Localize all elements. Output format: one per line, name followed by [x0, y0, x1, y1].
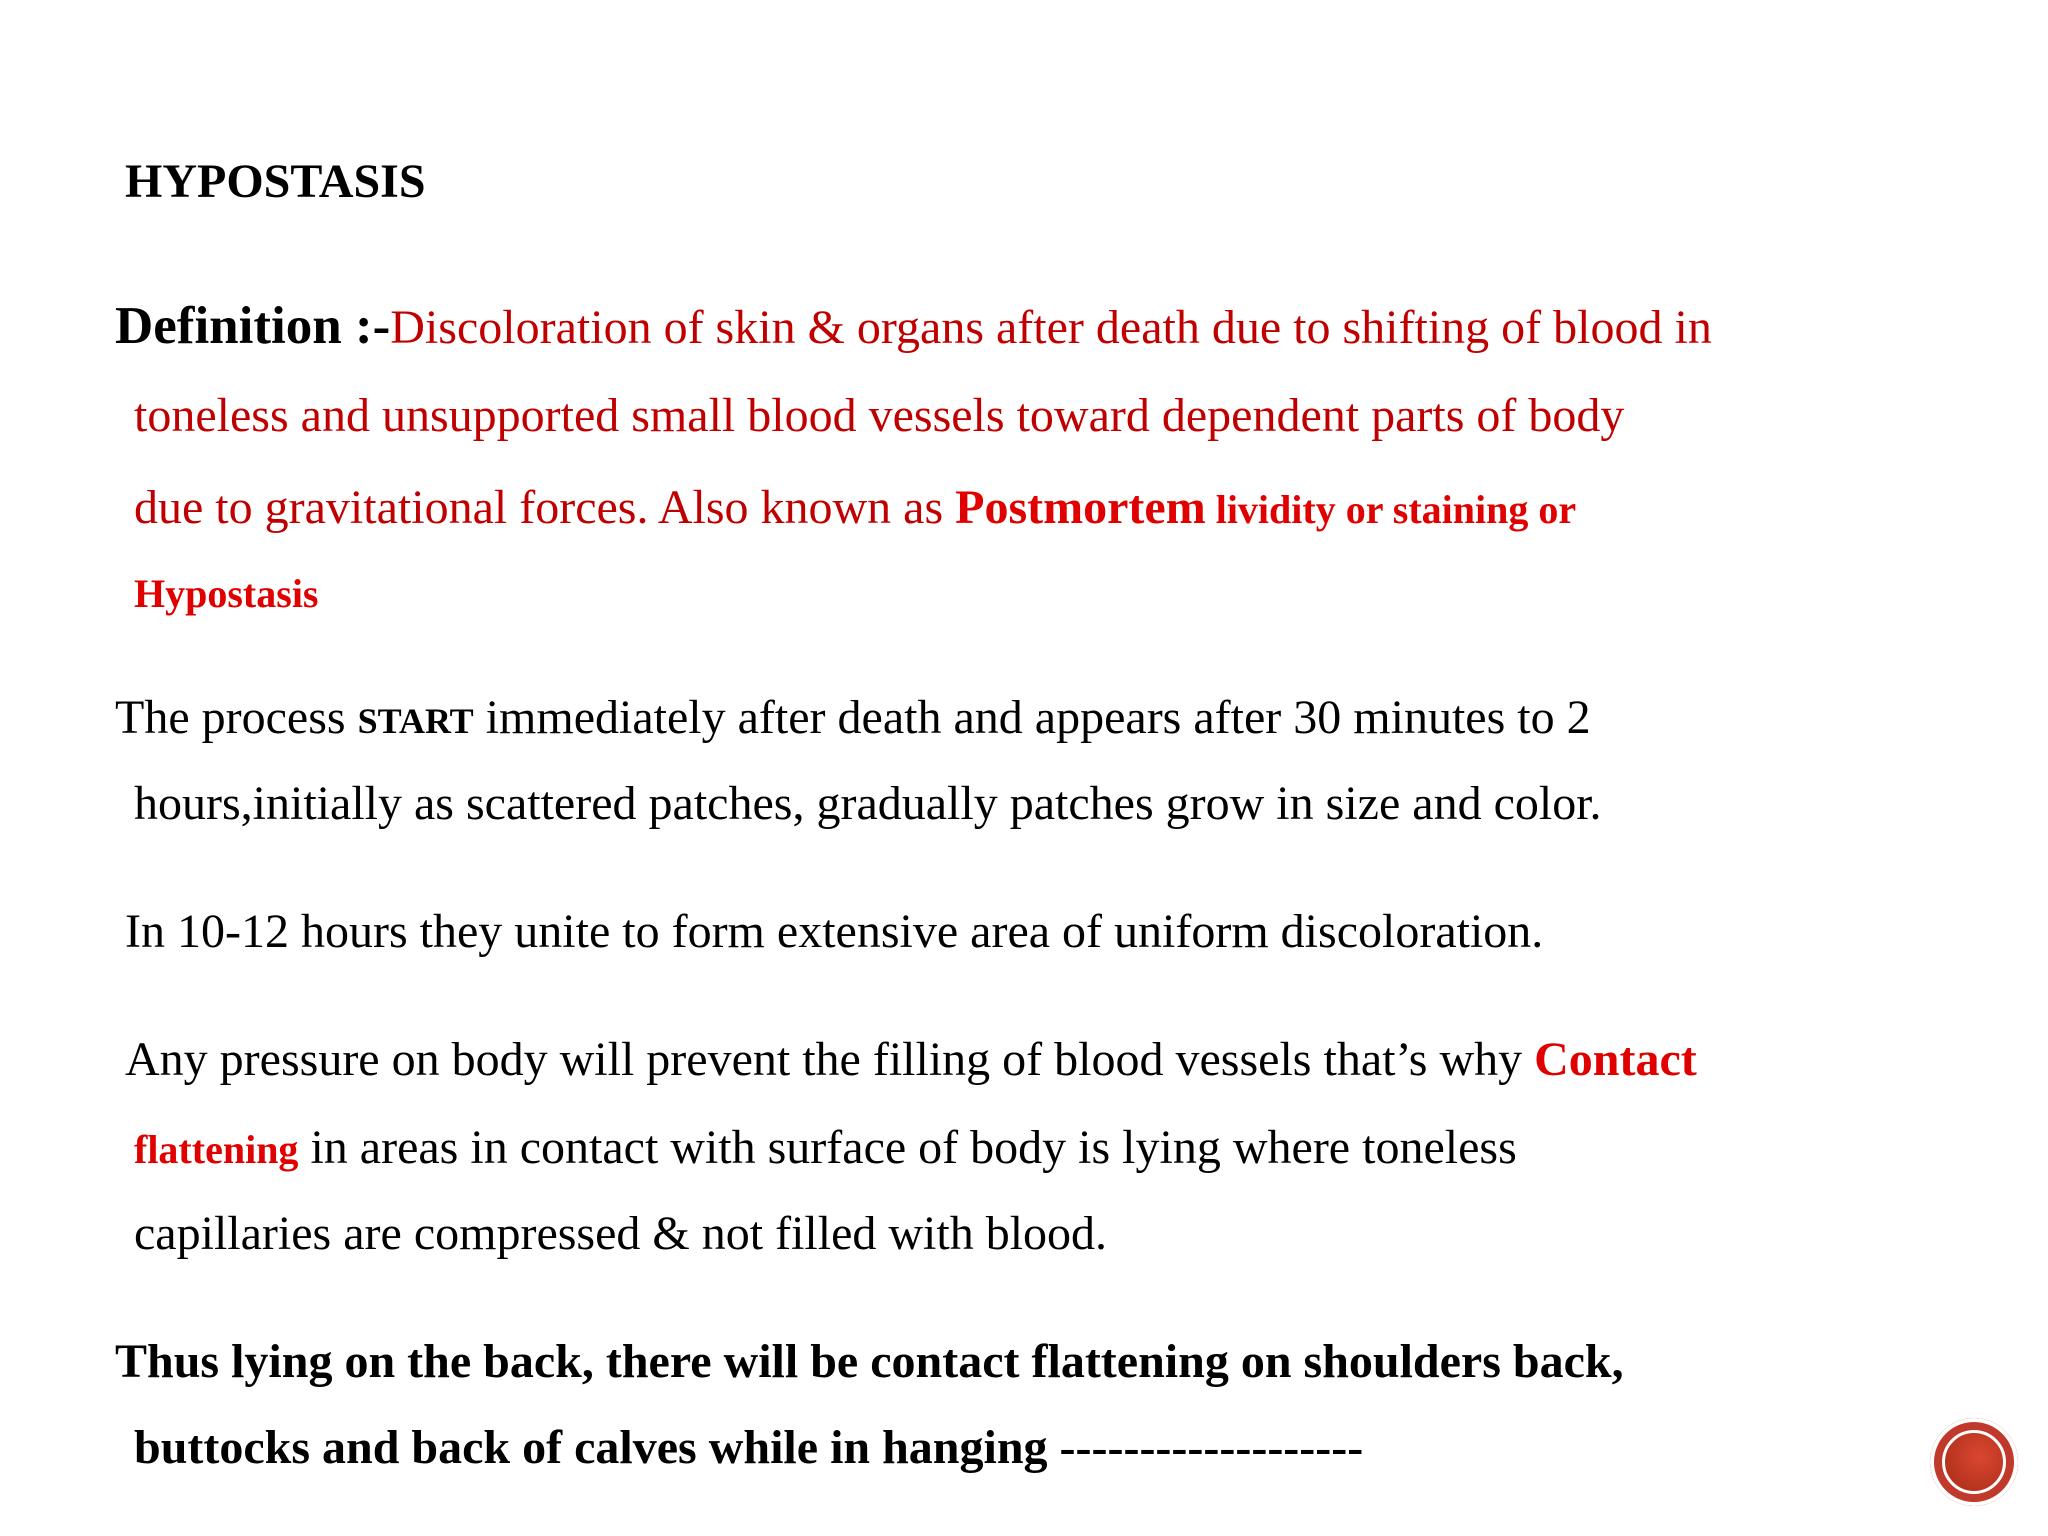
process-line-1 [115, 688, 1591, 751]
pressure-text-2: in areas in contact with surface of body is lying where toneless [298, 1121, 1517, 1174]
definition-text-3: due to gravitational forces. Also known as [134, 481, 956, 534]
postmortem-term: Postmortem [955, 481, 1206, 534]
hypostasis-term: Hypostasis [134, 571, 319, 616]
definition-line-3 [134, 478, 1576, 540]
contact-term: Contact [1534, 1033, 1697, 1086]
pressure-line-1 [125, 1030, 1697, 1090]
flattening-term: flattening [134, 1127, 299, 1172]
circle-next-icon[interactable] [1930, 1418, 2018, 1506]
slide-title: HYPOSTASIS [125, 155, 426, 208]
process-text-2: immediately after death and appears after 30 minutes to 2 [473, 691, 1591, 744]
pressure-line-2 [134, 1118, 1517, 1180]
process-line-2: hours,initially as scattered patches, gradually patches grow in size and color. [134, 777, 1602, 830]
definition-label: Definition :- [115, 297, 391, 355]
definition-line-2: toneless and unsupported small blood vessels toward dependent parts of body [134, 389, 1625, 442]
conclusion-line-2: buttocks and back of calves while in hanging ------------------- [134, 1421, 1364, 1474]
unite-line: In 10-12 hours they unite to form extensive area of uniform discoloration. [125, 905, 1544, 958]
conclusion-line-1: Thus lying on the back, there will be contact flattening on shoulders back, [115, 1335, 1624, 1388]
process-text-1: The process [115, 691, 358, 744]
nav-button-inner [1942, 1430, 2006, 1494]
lividity-term: lividity or staining or [1205, 487, 1577, 532]
definition-text-1: Discoloration of skin & organs after death due to shifting of blood in [390, 301, 1712, 354]
pressure-line-3: capillaries are compressed & not filled with blood. [134, 1207, 1108, 1260]
pressure-text-1: Any pressure on body will prevent the filling of blood vessels that’s why [125, 1033, 1535, 1086]
start-word: START [357, 701, 474, 741]
definition-line-1 [115, 296, 1712, 358]
